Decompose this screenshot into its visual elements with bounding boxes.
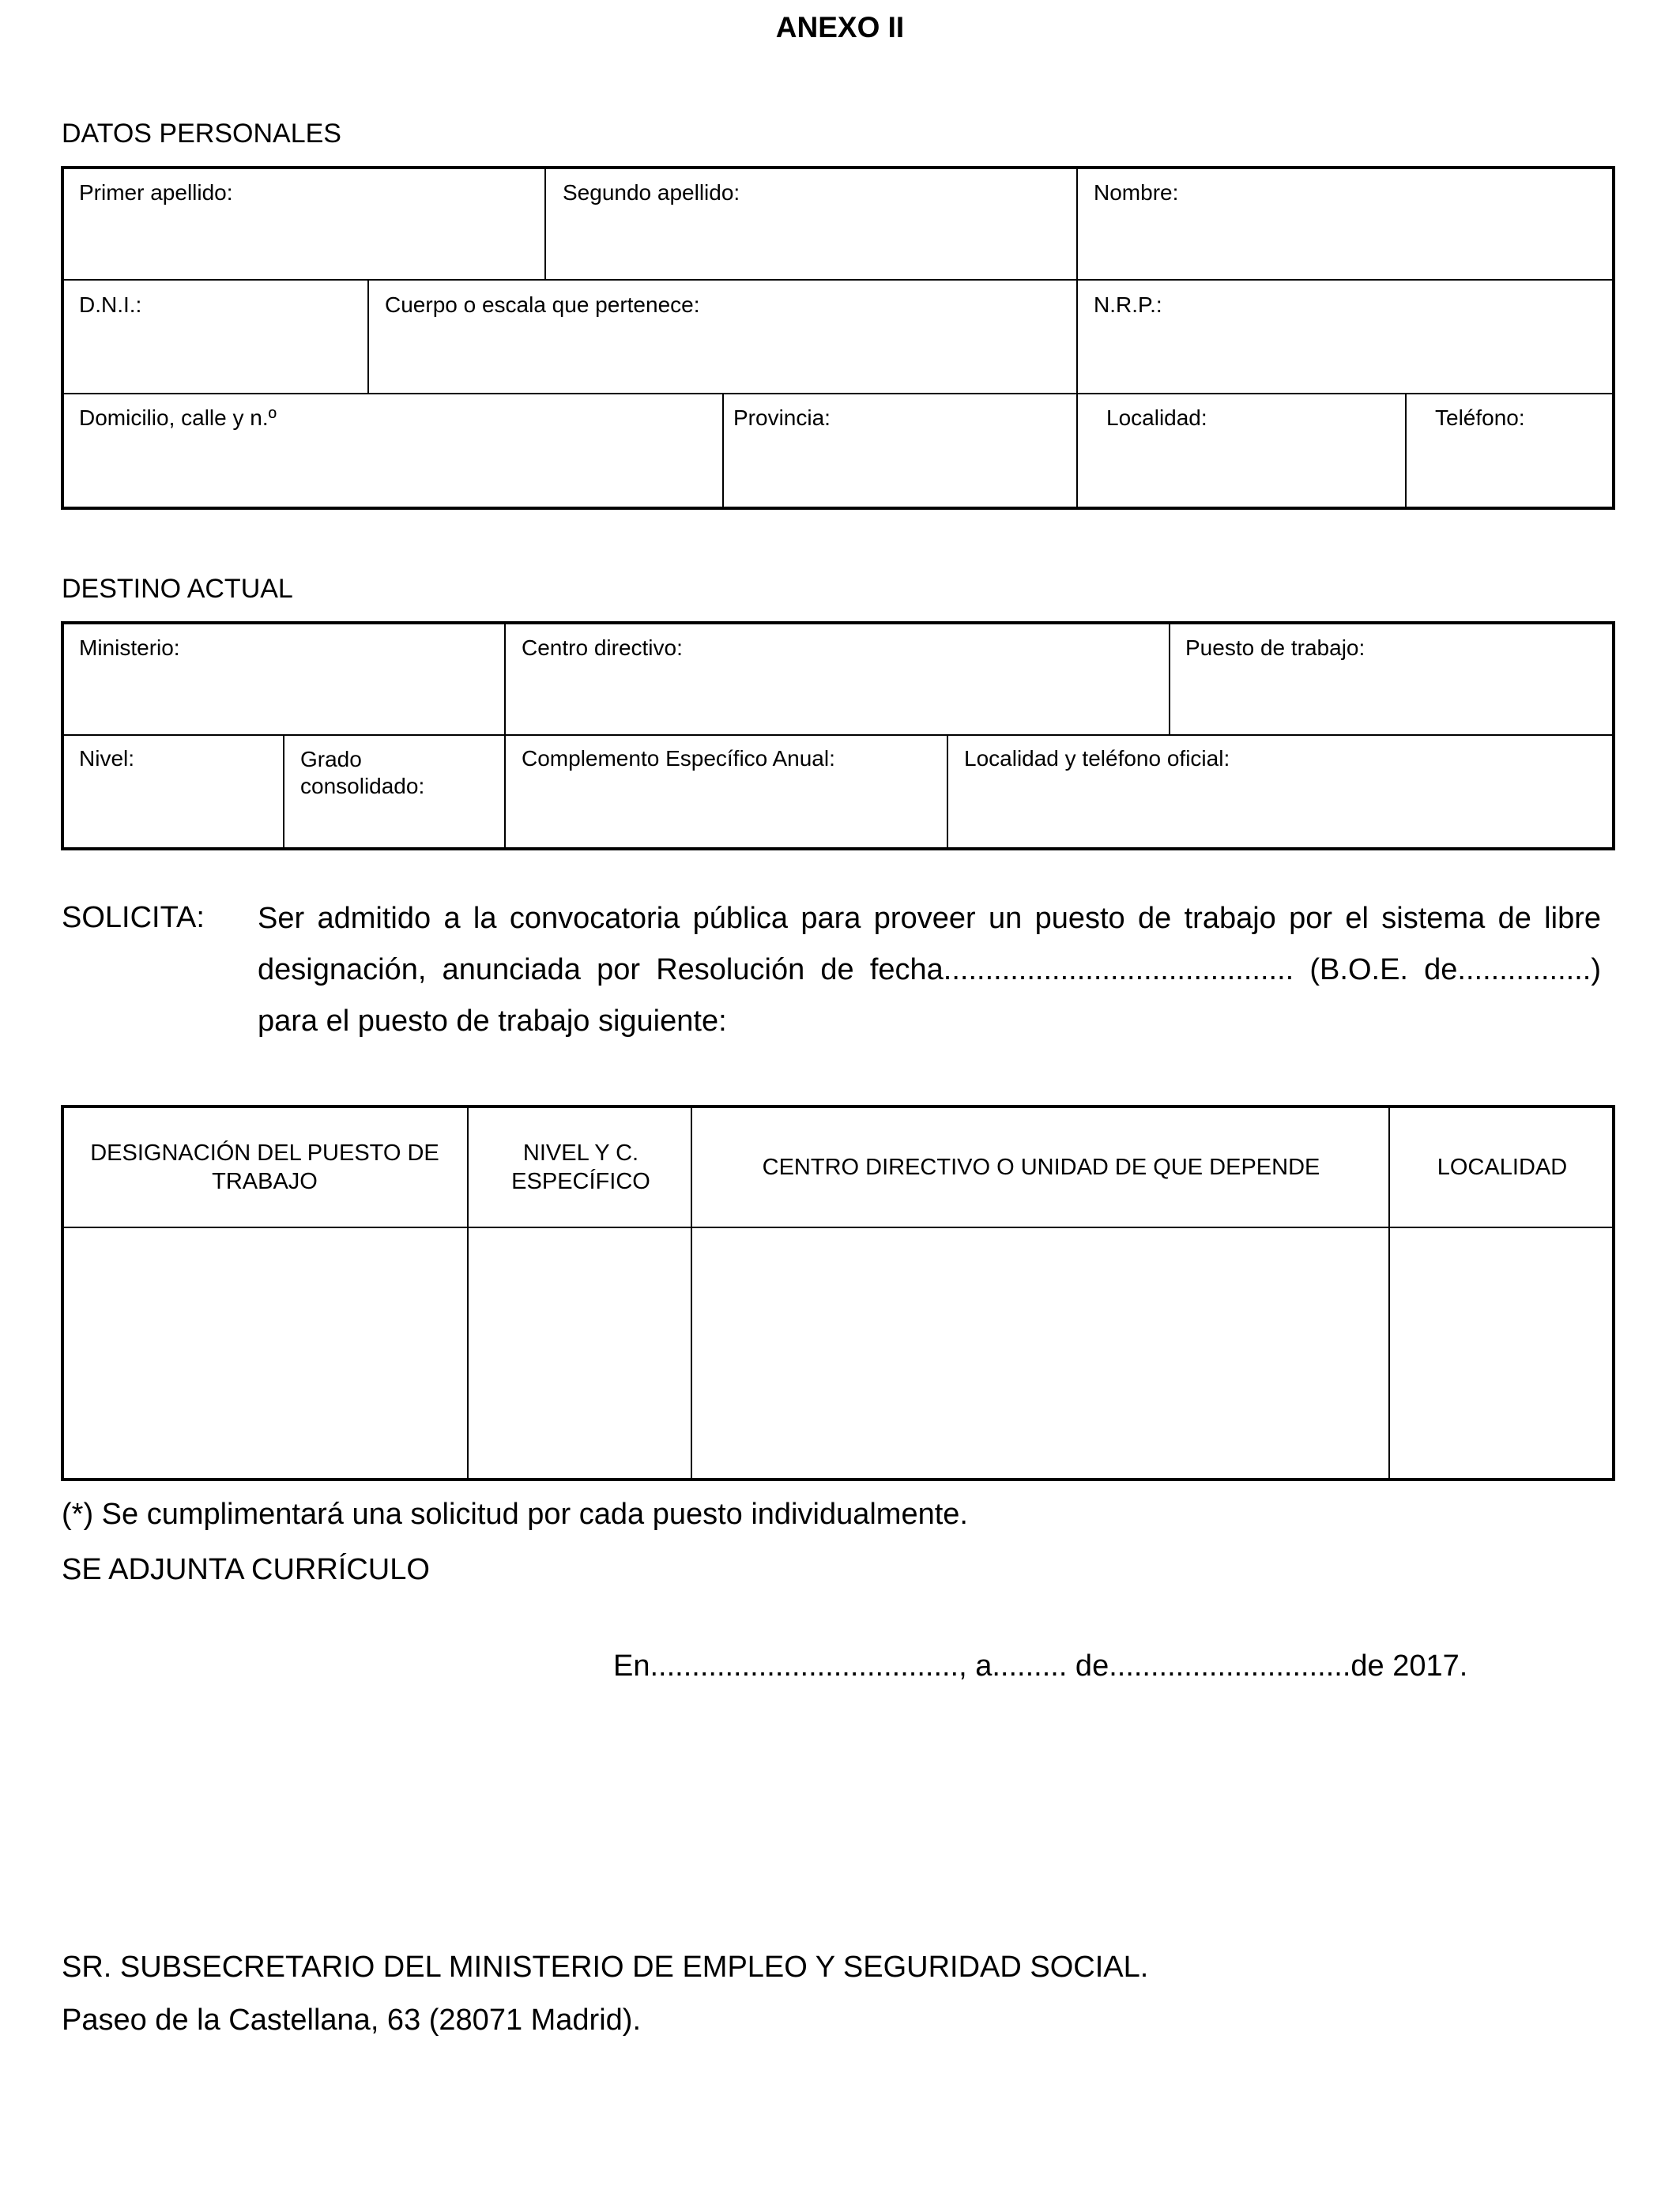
- localidad-field[interactable]: Localidad:: [1106, 405, 1207, 430]
- ministerio-field[interactable]: Ministerio:: [79, 635, 180, 660]
- header-localidad: LOCALIDAD: [1437, 1155, 1568, 1180]
- primer-apellido-field[interactable]: Primer apellido:: [79, 180, 233, 205]
- divider: [1169, 623, 1170, 735]
- divider: [62, 279, 1614, 281]
- nivel-input-cell[interactable]: [469, 1229, 690, 1479]
- divider: [62, 393, 1614, 394]
- destino-actual-table: [61, 621, 1615, 850]
- localidad-telefono-oficial-field[interactable]: Localidad y teléfono oficial:: [964, 746, 1230, 771]
- fecha-line: En....................................., a......... de.............................de 2017.: [613, 1649, 1468, 1683]
- grado-consolidado-field[interactable]: Grado consolidado:: [300, 747, 425, 798]
- divider: [504, 735, 506, 849]
- divider: [544, 168, 546, 280]
- divider: [1388, 1106, 1390, 1480]
- telefono-field[interactable]: Teléfono:: [1435, 405, 1525, 430]
- header-centro-directivo: CENTRO DIRECTIVO O UNIDAD DE QUE DEPENDE: [762, 1155, 1320, 1180]
- divider: [62, 1227, 1614, 1228]
- puesto-trabajo-field[interactable]: Puesto de trabajo:: [1185, 635, 1365, 660]
- divider: [691, 1106, 692, 1480]
- provincia-field[interactable]: Provincia:: [733, 405, 831, 430]
- centro-directivo-input-cell[interactable]: [693, 1229, 1388, 1479]
- divider: [1076, 168, 1078, 280]
- divider: [947, 735, 948, 849]
- header-nivel: NIVEL Y C. ESPECÍFICO: [511, 1140, 650, 1194]
- divider: [722, 394, 724, 508]
- destino-actual-heading: DESTINO ACTUAL: [62, 574, 293, 604]
- nivel-field[interactable]: Nivel:: [79, 746, 135, 771]
- cuerpo-escala-field[interactable]: Cuerpo o escala que pertenece:: [385, 292, 700, 317]
- solicita-line-3: para el puesto de trabajo siguiente:: [258, 1005, 727, 1038]
- localidad-input-cell[interactable]: [1391, 1229, 1614, 1479]
- domicilio-field[interactable]: Domicilio, calle y n.º: [79, 405, 277, 430]
- divider: [367, 280, 369, 394]
- segundo-apellido-field[interactable]: Segundo apellido:: [563, 180, 740, 205]
- divider: [467, 1106, 469, 1480]
- dni-field[interactable]: D.N.I.:: [79, 292, 142, 317]
- divider: [283, 735, 284, 849]
- nombre-field[interactable]: Nombre:: [1094, 180, 1179, 205]
- datos-personales-heading: DATOS PERSONALES: [62, 119, 341, 149]
- nrp-field[interactable]: N.R.P.:: [1094, 292, 1162, 317]
- solicita-line-2: designación, anunciada por Resolución de fecha.......................................... (B.O.E. de................): [258, 953, 1601, 986]
- destinatario-line-1: SR. SUBSECRETARIO DEL MINISTERIO DE EMPLEO Y SEGURIDAD SOCIAL.: [62, 1951, 1149, 1984]
- divider: [504, 623, 506, 735]
- divider: [1076, 394, 1078, 508]
- datos-personales-table: [61, 166, 1615, 510]
- divider: [1076, 280, 1078, 394]
- divider: [1405, 394, 1407, 508]
- designacion-input-cell[interactable]: [63, 1229, 466, 1479]
- curriculo-text: SE ADJUNTA CURRÍCULO: [62, 1553, 430, 1586]
- divider: [62, 734, 1614, 736]
- header-designacion: DESIGNACIÓN DEL PUESTO DE TRABAJO: [90, 1140, 439, 1194]
- solicita-line-1: Ser admitido a la convocatoria pública para proveer un puesto de trabajo por el sistema de libre: [258, 902, 1601, 935]
- note-text: (*) Se cumplimentará una solicitud por cada puesto individualmente.: [62, 1498, 968, 1531]
- page-title: ANEXO II: [775, 11, 905, 43]
- destinatario-line-2: Paseo de la Castellana, 63 (28071 Madrid).: [62, 2004, 642, 2037]
- solicita-label: SOLICITA:: [62, 901, 205, 934]
- complemento-especifico-field[interactable]: Complemento Específico Anual:: [522, 746, 835, 771]
- centro-directivo-field[interactable]: Centro directivo:: [522, 635, 683, 660]
